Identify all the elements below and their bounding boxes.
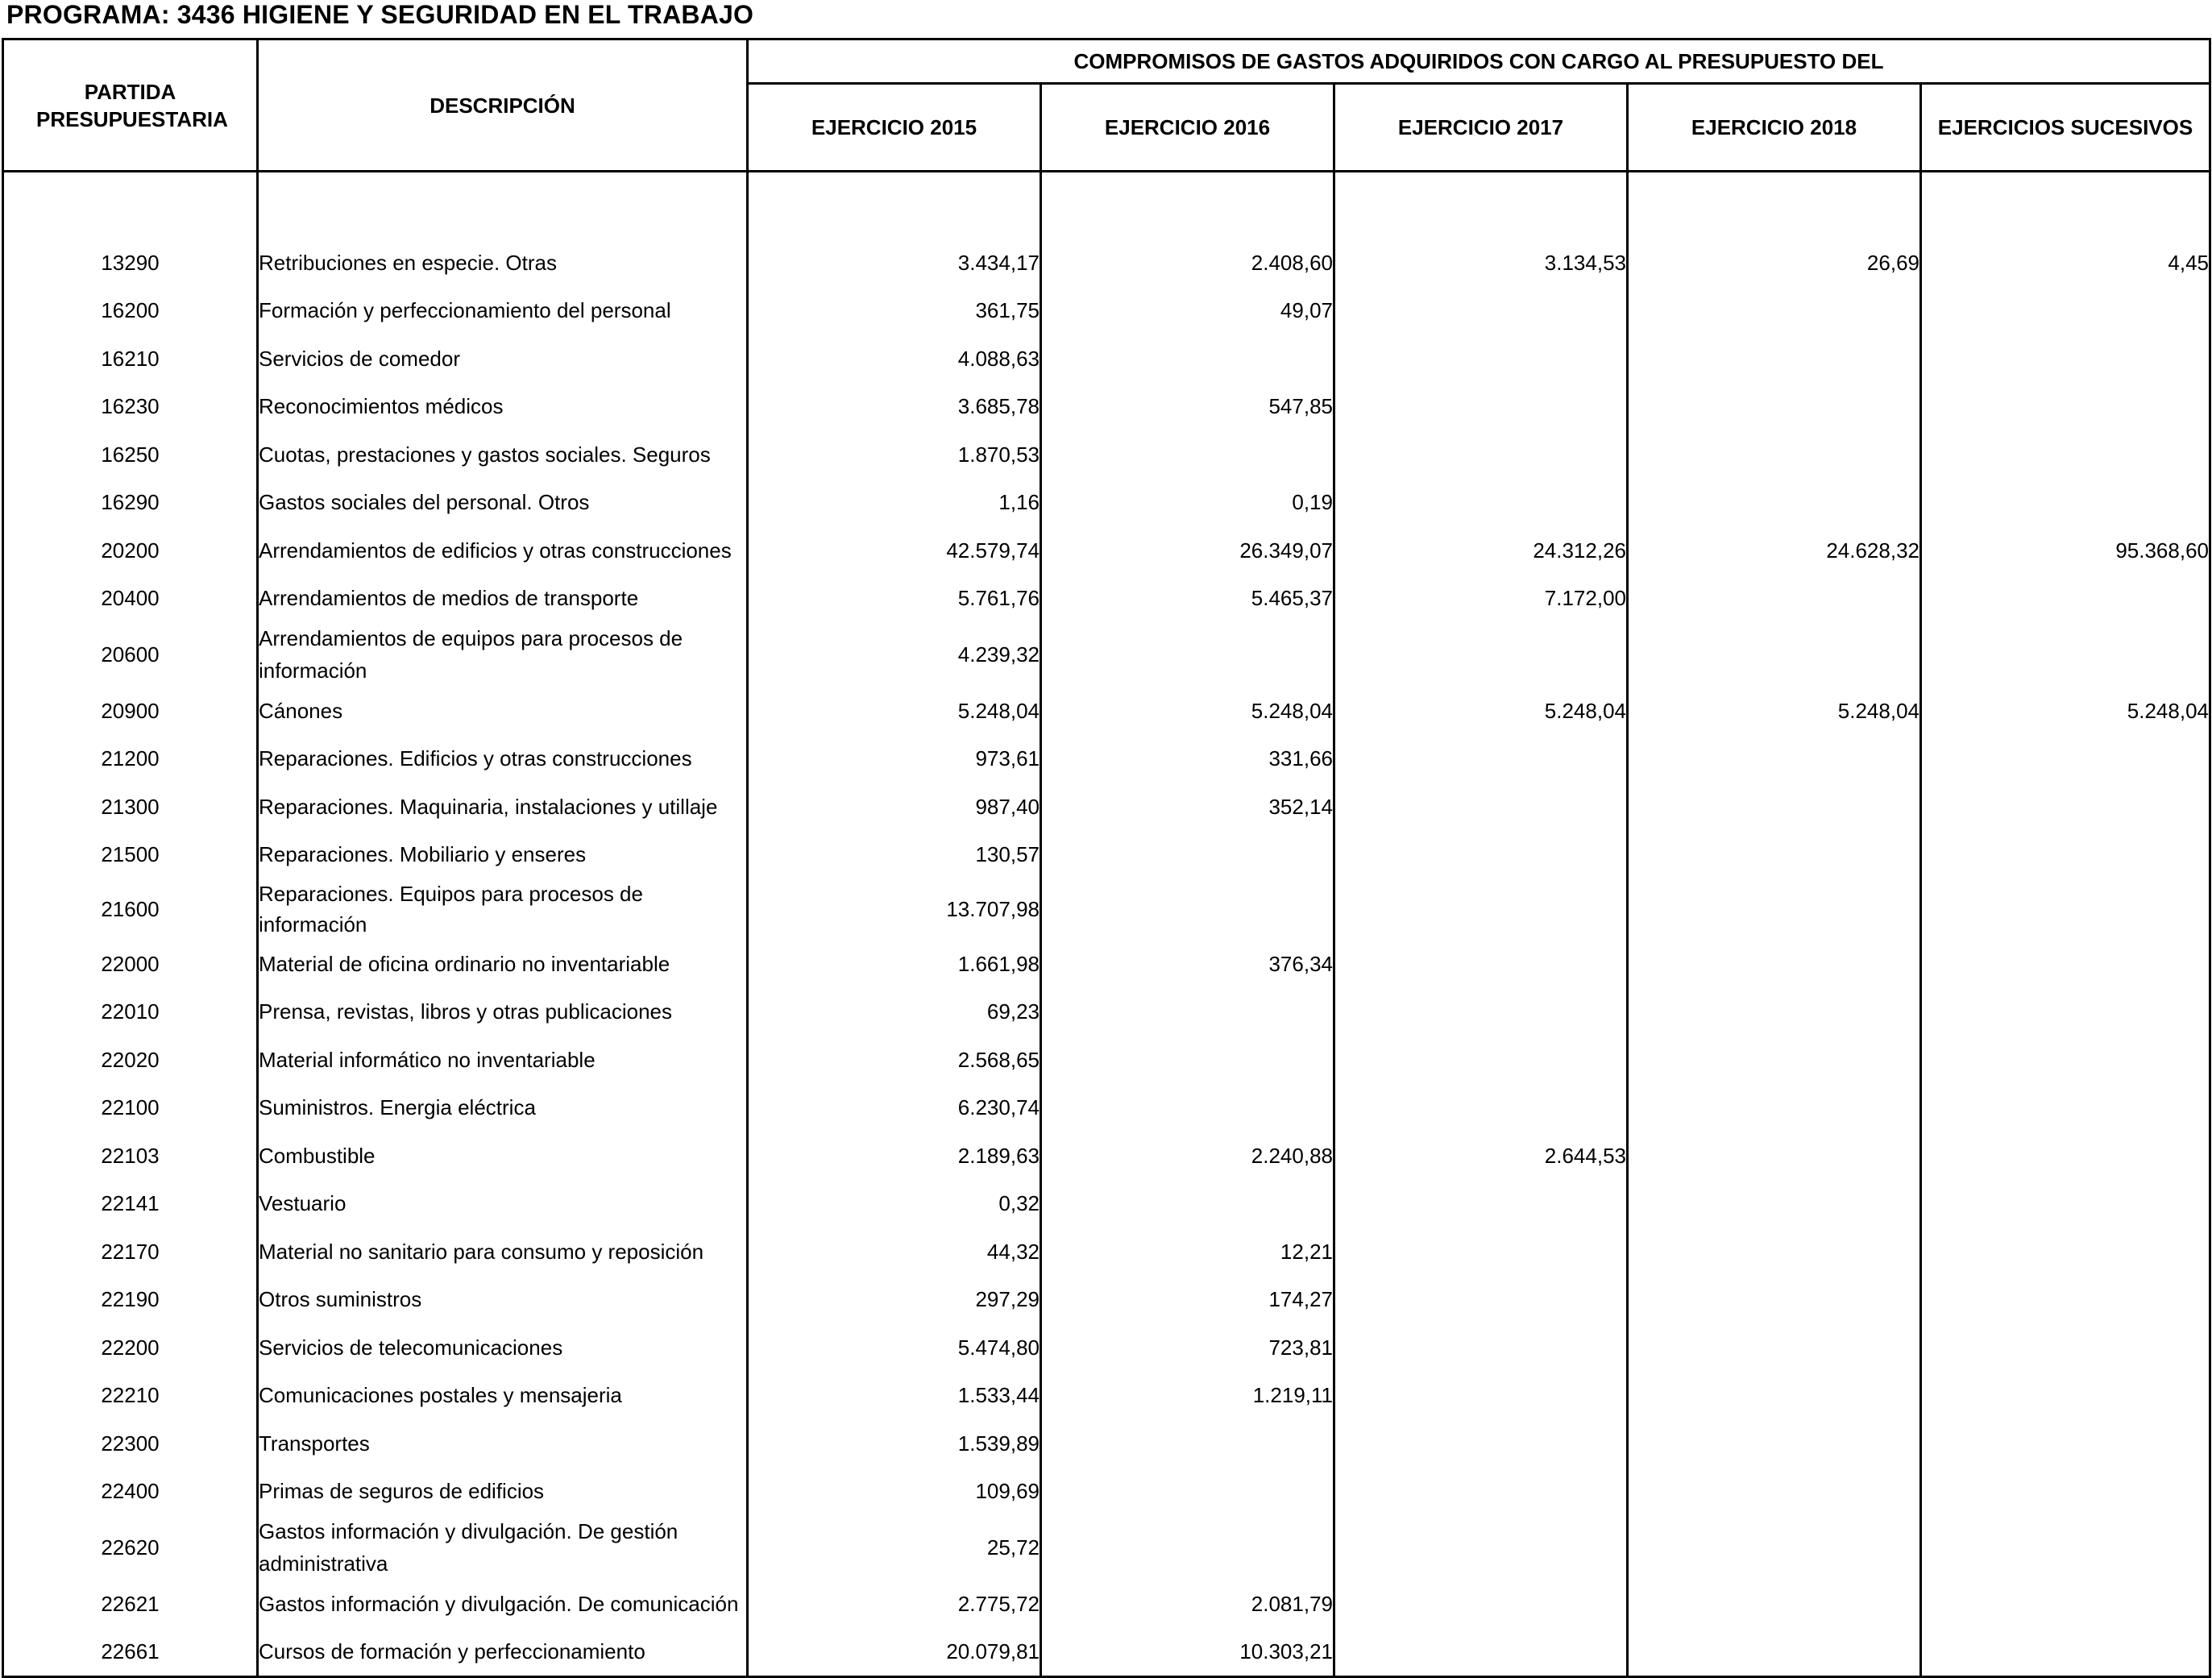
descripcion-cell: Material no sanitario para consumo y reposición	[258, 1227, 748, 1276]
partida-code: 22100	[3, 1084, 258, 1132]
amount-ejercicio-2017	[1334, 1372, 1628, 1420]
amount-ejercicio-2017	[1334, 1468, 1628, 1516]
descripcion-cell: Prensa, revistas, libros y otras publicaciones	[258, 988, 748, 1036]
partida-code: 21200	[3, 735, 258, 783]
amount-ejercicio-2016	[1041, 1036, 1334, 1084]
amount-ejercicio-2017	[1334, 430, 1628, 479]
descripcion-cell: Gastos sociales del personal. Otros	[258, 479, 748, 527]
amount-ejercicio-sucesivos	[1921, 334, 2210, 383]
partida-code: 16200	[3, 287, 258, 335]
amount-ejercicio-2016: 352,14	[1041, 783, 1334, 831]
partida-code: 20400	[3, 575, 258, 623]
descripcion-cell: Suministros. Energia eléctrica	[258, 1084, 748, 1132]
table-row	[3, 988, 2210, 1036]
amount-ejercicio-2017	[1334, 1628, 1628, 1677]
amount-ejercicio-2015: 3.685,78	[748, 383, 1041, 431]
amount-ejercicio-2015: 1.870,53	[748, 430, 1041, 479]
amount-ejercicio-sucesivos	[1921, 1084, 2210, 1132]
table-row	[3, 622, 2210, 687]
descripcion-cell: Material informático no inventariable	[258, 1036, 748, 1084]
descripcion-cell: Comunicaciones postales y mensajeria	[258, 1372, 748, 1420]
header-ejercicio-2018: EJERCICIO 2018	[1628, 84, 1921, 172]
amount-ejercicio-2017	[1334, 1180, 1628, 1228]
descripcion-cell: Arrendamientos de medios de transporte	[258, 575, 748, 623]
amount-ejercicio-sucesivos	[1921, 1628, 2210, 1677]
header-ejercicio-2016: EJERCICIO 2016	[1041, 84, 1334, 172]
descripcion-cell: Reparaciones. Mobiliario y enseres	[258, 831, 748, 879]
amount-ejercicio-2018	[1628, 479, 1921, 527]
descripcion-cell: Material de oficina ordinario no inventariable	[258, 940, 748, 988]
partida-code: 22170	[3, 1227, 258, 1276]
partida-code: 20900	[3, 687, 258, 735]
descripcion-cell: Formación y perfeccionamiento del personal	[258, 287, 748, 335]
partida-code: 22141	[3, 1180, 258, 1228]
amount-ejercicio-2018	[1628, 1036, 1921, 1084]
amount-ejercicio-sucesivos	[1921, 383, 2210, 431]
amount-ejercicio-2017	[1334, 1515, 1628, 1580]
table-row	[3, 287, 2210, 335]
amount-ejercicio-2018	[1628, 735, 1921, 783]
table-row	[3, 878, 2210, 940]
amount-ejercicio-2018	[1628, 287, 1921, 335]
descripcion-cell: Vestuario	[258, 1180, 748, 1228]
amount-ejercicio-sucesivos	[1921, 1180, 2210, 1228]
amount-ejercicio-2018	[1628, 1628, 1921, 1677]
amount-ejercicio-2018	[1628, 383, 1921, 431]
amount-ejercicio-2015: 1,16	[748, 479, 1041, 527]
table-row	[3, 1132, 2210, 1180]
amount-ejercicio-2015: 109,69	[748, 1468, 1041, 1516]
partida-code: 16290	[3, 479, 258, 527]
amount-ejercicio-2017: 24.312,26	[1334, 526, 1628, 575]
amount-ejercicio-2015: 297,29	[748, 1276, 1041, 1324]
descripcion-cell: Primas de seguros de edificios	[258, 1468, 748, 1516]
partida-code: 22661	[3, 1628, 258, 1677]
partida-code: 16210	[3, 334, 258, 383]
amount-ejercicio-2015: 25,72	[748, 1515, 1041, 1580]
amount-ejercicio-2015: 2.568,65	[748, 1036, 1041, 1084]
descripcion-cell: Cuotas, prestaciones y gastos sociales. Seguros	[258, 430, 748, 479]
partida-code: 22103	[3, 1132, 258, 1180]
spacer-row	[3, 172, 2210, 239]
amount-ejercicio-2018	[1628, 783, 1921, 831]
amount-ejercicio-2016	[1041, 1515, 1334, 1580]
partida-code: 16230	[3, 383, 258, 431]
amount-ejercicio-2018	[1628, 1468, 1921, 1516]
amount-ejercicio-2018	[1628, 1515, 1921, 1580]
descripcion-cell: Arrendamientos de equipos para procesos de información	[258, 622, 748, 687]
amount-ejercicio-2015: 1.539,89	[748, 1419, 1041, 1468]
amount-ejercicio-sucesivos	[1921, 1580, 2210, 1628]
amount-ejercicio-2017	[1334, 783, 1628, 831]
amount-ejercicio-2015: 13.707,98	[748, 878, 1041, 940]
partida-code: 20600	[3, 622, 258, 687]
amount-ejercicio-2015: 361,75	[748, 287, 1041, 335]
amount-ejercicio-2016: 174,27	[1041, 1276, 1334, 1324]
amount-ejercicio-2018: 5.248,04	[1628, 687, 1921, 735]
amount-ejercicio-2015: 3.434,17	[748, 239, 1041, 287]
table-row	[3, 1419, 2210, 1468]
amount-ejercicio-2017	[1334, 988, 1628, 1036]
table-row	[3, 1628, 2210, 1677]
amount-ejercicio-sucesivos	[1921, 1419, 2210, 1468]
amount-ejercicio-sucesivos	[1921, 430, 2210, 479]
amount-ejercicio-2017	[1334, 334, 1628, 383]
table-row	[3, 430, 2210, 479]
table-row	[3, 479, 2210, 527]
amount-ejercicio-2016: 2.408,60	[1041, 239, 1334, 287]
amount-ejercicio-2016: 2.240,88	[1041, 1132, 1334, 1180]
amount-ejercicio-2017	[1334, 1323, 1628, 1372]
descripcion-cell: Retribuciones en especie. Otras	[258, 239, 748, 287]
amount-ejercicio-2015: 5.248,04	[748, 687, 1041, 735]
amount-ejercicio-2016	[1041, 430, 1334, 479]
table-row	[3, 735, 2210, 783]
amount-ejercicio-2018	[1628, 1084, 1921, 1132]
table-row	[3, 831, 2210, 879]
descripcion-cell: Reparaciones. Equipos para procesos de información	[258, 878, 748, 940]
descripcion-cell: Cursos de formación y perfeccionamiento	[258, 1628, 748, 1677]
header-ejercicio-2017: EJERCICIO 2017	[1334, 84, 1628, 172]
amount-ejercicio-sucesivos	[1921, 783, 2210, 831]
partida-code: 22190	[3, 1276, 258, 1324]
amount-ejercicio-2015: 973,61	[748, 735, 1041, 783]
amount-ejercicio-2015: 42.579,74	[748, 526, 1041, 575]
header-ejercicios-sucesivos: EJERCICIOS SUCESIVOS	[1921, 84, 2210, 172]
amount-ejercicio-2017	[1334, 1419, 1628, 1468]
amount-ejercicio-2015: 20.079,81	[748, 1628, 1041, 1677]
partida-code: 22210	[3, 1372, 258, 1420]
amount-ejercicio-sucesivos: 95.368,60	[1921, 526, 2210, 575]
table-row	[3, 239, 2210, 287]
amount-ejercicio-2016	[1041, 1180, 1334, 1228]
amount-ejercicio-sucesivos	[1921, 988, 2210, 1036]
amount-ejercicio-2016	[1041, 988, 1334, 1036]
amount-ejercicio-2015: 0,32	[748, 1180, 1041, 1228]
partida-code: 22200	[3, 1323, 258, 1372]
partida-code: 22300	[3, 1419, 258, 1468]
partida-code: 13290	[3, 239, 258, 287]
amount-ejercicio-2016: 49,07	[1041, 287, 1334, 335]
table-row	[3, 1227, 2210, 1276]
amount-ejercicio-2015: 1.661,98	[748, 940, 1041, 988]
page-title: PROGRAMA: 3436 HIGIENE Y SEGURIDAD EN EL TRABAJO	[6, 0, 754, 29]
amount-ejercicio-sucesivos	[1921, 1372, 2210, 1420]
descripcion-cell: Transportes	[258, 1419, 748, 1468]
amount-ejercicio-2016	[1041, 1468, 1334, 1516]
amount-ejercicio-2017	[1334, 1580, 1628, 1628]
descripcion-cell: Servicios de telecomunicaciones	[258, 1323, 748, 1372]
amount-ejercicio-2016: 547,85	[1041, 383, 1334, 431]
amount-ejercicio-2018	[1628, 430, 1921, 479]
table-row	[3, 1276, 2210, 1324]
amount-ejercicio-2016: 10.303,21	[1041, 1628, 1334, 1677]
amount-ejercicio-2017	[1334, 622, 1628, 687]
amount-ejercicio-2017	[1334, 1036, 1628, 1084]
descripcion-cell: Reparaciones. Edificios y otras construcciones	[258, 735, 748, 783]
amount-ejercicio-2016: 12,21	[1041, 1227, 1334, 1276]
amount-ejercicio-sucesivos	[1921, 940, 2210, 988]
table-row	[3, 1372, 2210, 1420]
amount-ejercicio-sucesivos	[1921, 1132, 2210, 1180]
table-row	[3, 940, 2210, 988]
partida-code: 21500	[3, 831, 258, 879]
amount-ejercicio-2015: 1.533,44	[748, 1372, 1041, 1420]
amount-ejercicio-2018	[1628, 940, 1921, 988]
partida-code: 16250	[3, 430, 258, 479]
amount-ejercicio-2016: 723,81	[1041, 1323, 1334, 1372]
amount-ejercicio-2017: 5.248,04	[1334, 687, 1628, 735]
amount-ejercicio-sucesivos	[1921, 1323, 2210, 1372]
amount-ejercicio-2018	[1628, 1180, 1921, 1228]
amount-ejercicio-2017: 3.134,53	[1334, 239, 1628, 287]
amount-ejercicio-2016: 331,66	[1041, 735, 1334, 783]
amount-ejercicio-2017	[1334, 878, 1628, 940]
table-row	[3, 687, 2210, 735]
amount-ejercicio-2015: 44,32	[748, 1227, 1041, 1276]
table-row	[3, 1036, 2210, 1084]
amount-ejercicio-sucesivos	[1921, 287, 2210, 335]
table-row	[3, 1323, 2210, 1372]
partida-code: 22620	[3, 1515, 258, 1580]
header-compromisos: COMPROMISOS DE GASTOS ADQUIRIDOS CON CARGO AL PRESUPUESTO DEL	[748, 39, 2210, 84]
amount-ejercicio-2016: 1.219,11	[1041, 1372, 1334, 1420]
amount-ejercicio-2016: 0,19	[1041, 479, 1334, 527]
descripcion-cell: Reparaciones. Maquinaria, instalaciones y utillaje	[258, 783, 748, 831]
amount-ejercicio-2018: 26,69	[1628, 239, 1921, 287]
amount-ejercicio-2018	[1628, 1580, 1921, 1628]
amount-ejercicio-sucesivos	[1921, 622, 2210, 687]
table-row	[3, 1084, 2210, 1132]
amount-ejercicio-2015: 6.230,74	[748, 1084, 1041, 1132]
amount-ejercicio-2018	[1628, 1372, 1921, 1420]
descripcion-cell: Combustible	[258, 1132, 748, 1180]
amount-ejercicio-2018	[1628, 831, 1921, 879]
partida-code: 22621	[3, 1580, 258, 1628]
partida-code: 22400	[3, 1468, 258, 1516]
amount-ejercicio-2016	[1041, 334, 1334, 383]
amount-ejercicio-sucesivos	[1921, 878, 2210, 940]
amount-ejercicio-2016	[1041, 622, 1334, 687]
descripcion-cell: Servicios de comedor	[258, 334, 748, 383]
table-row	[3, 1580, 2210, 1628]
table-row	[3, 383, 2210, 431]
amount-ejercicio-sucesivos	[1921, 831, 2210, 879]
amount-ejercicio-2018	[1628, 1227, 1921, 1276]
descripcion-cell: Arrendamientos de edificios y otras construcciones	[258, 526, 748, 575]
amount-ejercicio-2017: 7.172,00	[1334, 575, 1628, 623]
amount-ejercicio-2018	[1628, 878, 1921, 940]
header-partida: PARTIDA PRESUPUESTARIA	[3, 39, 258, 172]
descripcion-cell: Cánones	[258, 687, 748, 735]
descripcion-cell: Gastos información y divulgación. De gestión administrativa	[258, 1515, 748, 1580]
amount-ejercicio-2015: 69,23	[748, 988, 1041, 1036]
amount-ejercicio-2017	[1334, 1276, 1628, 1324]
amount-ejercicio-2017	[1334, 1227, 1628, 1276]
amount-ejercicio-2017	[1334, 287, 1628, 335]
amount-ejercicio-2016: 5.248,04	[1041, 687, 1334, 735]
amount-ejercicio-2018	[1628, 575, 1921, 623]
amount-ejercicio-2017	[1334, 940, 1628, 988]
amount-ejercicio-sucesivos	[1921, 1515, 2210, 1580]
amount-ejercicio-2016: 5.465,37	[1041, 575, 1334, 623]
amount-ejercicio-sucesivos	[1921, 1227, 2210, 1276]
amount-ejercicio-2017	[1334, 479, 1628, 527]
partida-code: 20200	[3, 526, 258, 575]
amount-ejercicio-2015: 130,57	[748, 831, 1041, 879]
amount-ejercicio-2018	[1628, 1276, 1921, 1324]
table-row	[3, 1180, 2210, 1228]
amount-ejercicio-2018	[1628, 988, 1921, 1036]
amount-ejercicio-sucesivos	[1921, 479, 2210, 527]
partida-code: 22000	[3, 940, 258, 988]
partida-code: 21600	[3, 878, 258, 940]
partida-code: 22020	[3, 1036, 258, 1084]
amount-ejercicio-2018	[1628, 1132, 1921, 1180]
descripcion-cell: Reconocimientos médicos	[258, 383, 748, 431]
table-row	[3, 575, 2210, 623]
amount-ejercicio-2018	[1628, 1323, 1921, 1372]
amount-ejercicio-sucesivos	[1921, 575, 2210, 623]
table-row	[3, 1515, 2210, 1580]
amount-ejercicio-sucesivos: 4,45	[1921, 239, 2210, 287]
amount-ejercicio-sucesivos	[1921, 1276, 2210, 1324]
amount-ejercicio-2018: 24.628,32	[1628, 526, 1921, 575]
descripcion-cell: Otros suministros	[258, 1276, 748, 1324]
amount-ejercicio-2017	[1334, 1084, 1628, 1132]
partida-code: 21300	[3, 783, 258, 831]
amount-ejercicio-2016: 26.349,07	[1041, 526, 1334, 575]
amount-ejercicio-2015: 4.239,32	[748, 622, 1041, 687]
amount-ejercicio-sucesivos	[1921, 1036, 2210, 1084]
amount-ejercicio-sucesivos: 5.248,04	[1921, 687, 2210, 735]
table-row	[3, 783, 2210, 831]
amount-ejercicio-2017	[1334, 383, 1628, 431]
amount-ejercicio-2018	[1628, 334, 1921, 383]
amount-ejercicio-2016: 2.081,79	[1041, 1580, 1334, 1628]
amount-ejercicio-2018	[1628, 622, 1921, 687]
table-row	[3, 334, 2210, 383]
header-descripcion: DESCRIPCIÓN	[258, 39, 748, 172]
amount-ejercicio-sucesivos	[1921, 1468, 2210, 1516]
budget-table	[2, 38, 2211, 1678]
table-row	[3, 1468, 2210, 1516]
header-ejercicio-2015: EJERCICIO 2015	[748, 84, 1041, 172]
amount-ejercicio-2015: 4.088,63	[748, 334, 1041, 383]
amount-ejercicio-2017	[1334, 831, 1628, 879]
amount-ejercicio-2015: 2.775,72	[748, 1580, 1041, 1628]
amount-ejercicio-2016	[1041, 878, 1334, 940]
amount-ejercicio-2016: 376,34	[1041, 940, 1334, 988]
amount-ejercicio-2015: 2.189,63	[748, 1132, 1041, 1180]
amount-ejercicio-2016	[1041, 1084, 1334, 1132]
descripcion-cell: Gastos información y divulgación. De comunicación	[258, 1580, 748, 1628]
amount-ejercicio-2015: 5.474,80	[748, 1323, 1041, 1372]
amount-ejercicio-2015: 987,40	[748, 783, 1041, 831]
amount-ejercicio-2016	[1041, 1419, 1334, 1468]
amount-ejercicio-2016	[1041, 831, 1334, 879]
partida-code: 22010	[3, 988, 258, 1036]
amount-ejercicio-2017: 2.644,53	[1334, 1132, 1628, 1180]
amount-ejercicio-2017	[1334, 735, 1628, 783]
table-row	[3, 526, 2210, 575]
amount-ejercicio-2018	[1628, 1419, 1921, 1468]
amount-ejercicio-2015: 5.761,76	[748, 575, 1041, 623]
amount-ejercicio-sucesivos	[1921, 735, 2210, 783]
